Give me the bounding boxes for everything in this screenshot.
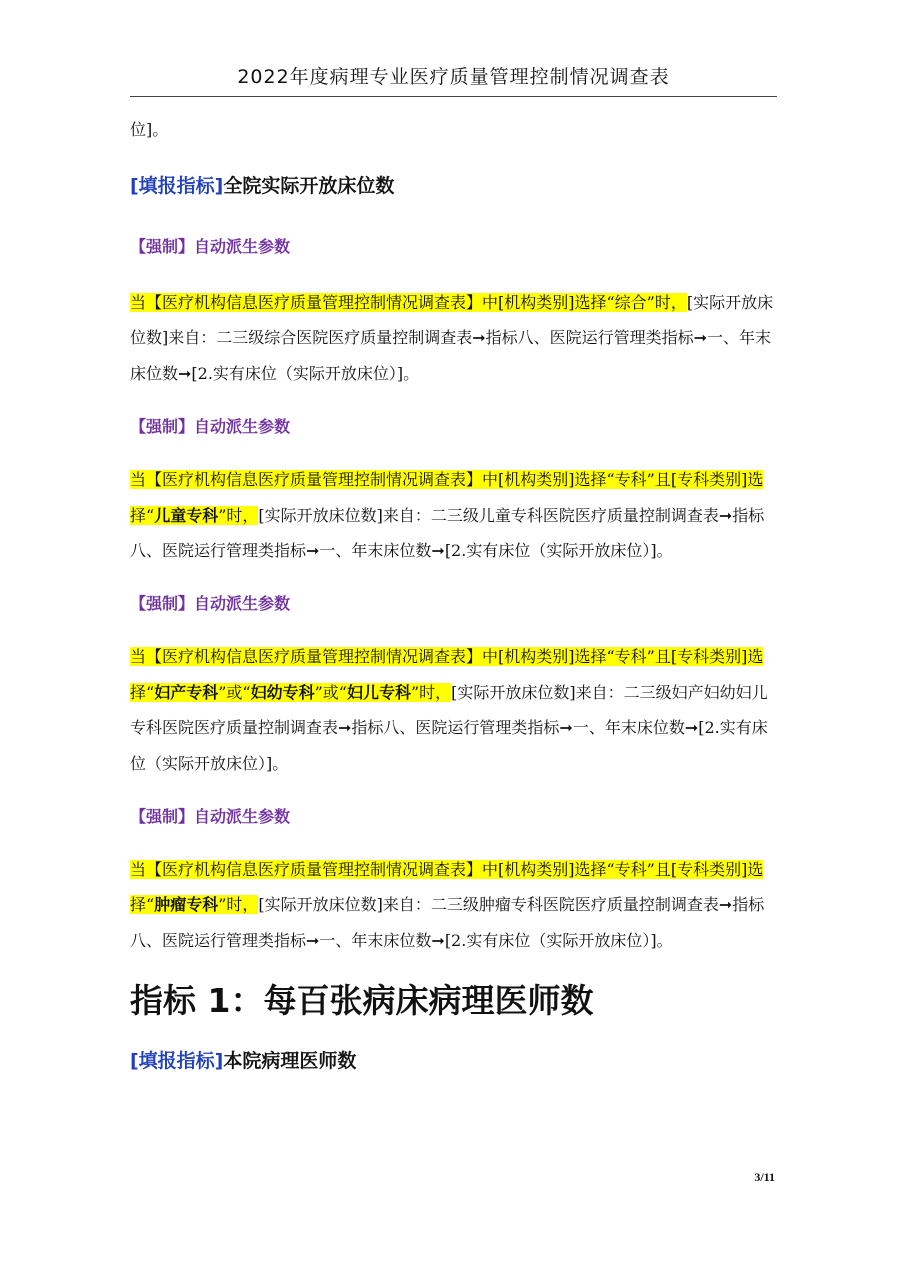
rule-source: [实际开放床位数]来自：二三级儿童专科医院医疗质量控制调查表➞指标八、医院运行管理类指标➞一、年末床位数➞[2.实有床位（实际开放床位）]。 xyxy=(130,505,765,561)
indicator-heading: 指标 1：每百张病床病理医师数 xyxy=(130,980,594,1020)
condition-highlight-end: ”时， xyxy=(218,895,259,915)
condition-connector: ”或“ xyxy=(218,682,251,702)
page-header xyxy=(130,64,777,97)
page-number: 3/11 xyxy=(754,1170,775,1184)
condition-highlight: 当【医疗机构信息医疗质量管理控制情况调查表】中[机构类别]选择“综合”时， xyxy=(130,292,687,312)
rule-paragraph-oncology xyxy=(130,852,776,959)
rule-paragraph-children xyxy=(130,462,776,569)
category-value: 妇产专科 xyxy=(154,682,219,702)
section-label-total-beds xyxy=(130,174,776,198)
condition-connector: ”或“ xyxy=(314,682,347,702)
page-content xyxy=(130,112,776,1073)
condition-highlight: 当【医疗机构信息医疗质量管理控制情况调查表】中[机构类别]选择“专科”且[专科类别]选择“ xyxy=(130,859,764,915)
condition-highlight: 当【医疗机构信息医疗质量管理控制情况调查表】中[机构类别]选择“专科”且[专科类别]选择“ xyxy=(130,469,764,525)
forced-label: 【强制】自动派生参数 xyxy=(130,806,291,826)
condition-highlight-end: ”时， xyxy=(218,505,259,525)
category-value: 儿童专科 xyxy=(154,505,219,525)
rule-paragraph-maternal xyxy=(130,639,776,782)
document-title: 2022年度病理专业医疗质量管理控制情况调查表 xyxy=(237,66,670,88)
condition-highlight: 当【医疗机构信息医疗质量管理控制情况调查表】中[机构类别]选择“专科”且[专科类别]选择“ xyxy=(130,646,764,702)
fill-indicator-title: 全院实际开放床位数 xyxy=(223,174,395,197)
category-value: 妇儿专科 xyxy=(346,682,411,702)
category-value: 肿瘤专科 xyxy=(154,895,219,915)
condition-highlight-end: ”时， xyxy=(410,682,452,702)
section-label-pathologists xyxy=(130,1049,776,1073)
rule-source: [实际开放床位数]来自：二三级妇产妇幼妇儿专科医院医疗质量控制调查表➞指标八、医院运行管理类指标➞一、年末床位数➞[2.实有床位（实际开放床位）]。 xyxy=(130,682,768,774)
fill-indicator-title: 本院病理医师数 xyxy=(223,1049,357,1072)
intro-text: 位]。 xyxy=(130,120,169,139)
fill-indicator-tag: [填报指标] xyxy=(130,1049,224,1072)
rule-paragraph-general xyxy=(130,285,776,392)
rule-source: [实际开放床位数]来自：二三级肿瘤专科医院医疗质量控制调查表➞指标八、医院运行管理类指标➞一、年末床位数➞[2.实有床位（实际开放床位）]。 xyxy=(130,895,765,951)
category-value: 妇幼专科 xyxy=(250,682,315,702)
forced-label: 【强制】自动派生参数 xyxy=(130,416,291,436)
forced-label: 【强制】自动派生参数 xyxy=(130,236,291,256)
forced-label: 【强制】自动派生参数 xyxy=(130,593,291,613)
fill-indicator-tag: [填报指标] xyxy=(130,174,224,197)
rule-source: [实际开放床位数]来自：二三级综合医院医疗质量控制调查表➞指标八、医院运行管理类指标➞一、年末床位数➞[2.实有床位（实际开放床位）]。 xyxy=(130,292,774,384)
